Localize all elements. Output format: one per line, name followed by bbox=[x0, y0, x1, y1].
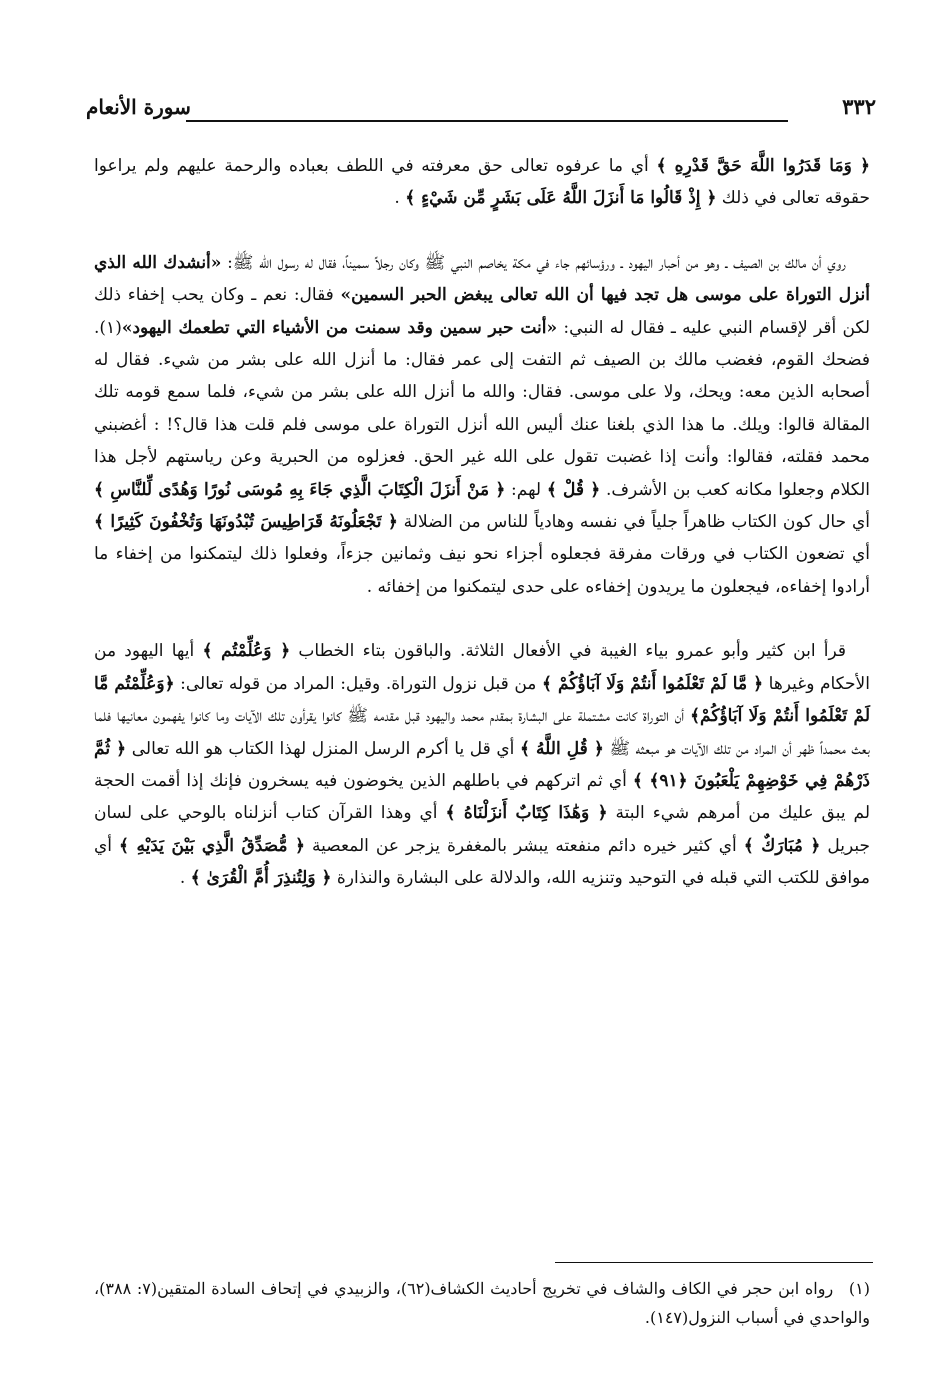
text-segment: روي أن مالك بن الصيف ـ وهو من أحبار اليهود ـ ورؤسائهم جاء في مكة يخاصم النبي ﷺ وكان رجلاً سميناً، فقال له رسول الله ﷺ: bbox=[221, 252, 847, 273]
text-segment: أيها اليهود من الأحكام وغيرها bbox=[94, 641, 870, 694]
text-segment: أي تضعون الكتاب في ورقات مفرقة فجعلوه أجزاء نحو نيف وثمانين جزءاً، وفعلوا ذلك ليتمكنوا من إخفاء ما أرادوا إخفاءه، فيجعلون ما يريدون إخفاءه على حدى ليتمكنوا من إخفائه . bbox=[94, 544, 870, 597]
quran-verse: ﴿ وَمَا قَدَرُوا اللَّهَ حَقَّ قَدْرِهِ ﴾ bbox=[656, 156, 870, 176]
page-header bbox=[86, 92, 876, 126]
text-segment: قرأ ابن كثير وأبو عمرو بياء الغيبة في الأفعال الثلاثة. والباقون بتاء الخطاب bbox=[290, 641, 847, 662]
text-segment: أي ما عرفوه تعالى حق معرفته في اللطف بعباده والرحمة عليهم ولم يراعوا حقوقه تعالى في ذلك bbox=[94, 156, 870, 209]
quran-verse: ﴿ وَعُلِّمْتُم ﴾ bbox=[202, 641, 291, 662]
hadith-quote: «أنشدك الله الذي أنزل التوراة على موسى هل تجد فيها أن الله تعالى يبغض الحبر السمين» bbox=[94, 252, 870, 306]
text-segment: . bbox=[394, 188, 406, 209]
quran-verse: ﴿ مُّصَدِّقُ الَّذِي بَيْنَ يَدَيْهِ ﴾ bbox=[119, 835, 305, 856]
quran-verse: ﴿ قُلْ ﴾ bbox=[546, 479, 601, 500]
text-segment: . bbox=[179, 868, 191, 889]
header-rule bbox=[186, 120, 788, 122]
body-text bbox=[94, 150, 870, 895]
text-segment: أي ثم اتركهم في باطلهم الذين يخوضون فيه يسخرون فإنك إذا أقمت الحجة لم يبق عليك من أمرهم شيء البتة bbox=[94, 770, 870, 824]
quran-verse: ﴿وَعُلِّمْتُم مَّا لَمْ تَعْلَمُوا أَنتُمْ وَلَا آبَاؤُكُمْ﴾ bbox=[94, 673, 871, 727]
quran-verse: ﴿ مَنْ أَنزَلَ الْكِتَابَ الَّذِي جَاءَ بِهِ مُوسَى نُورًا وَهُدًى لِّلنَّاسِ ﴾ bbox=[94, 479, 506, 500]
quran-verse: ﴿ ثُمَّ ذَرْهُمْ فِي خَوْضِهِمْ يَلْعَبُونَ ﴿٩١﴾ ﴾ bbox=[94, 738, 871, 791]
text-segment: فقال: نعم ـ وكان يحب إخفاء ذلك لكن أقر لإقسام النبي عليه ـ فقال له النبي: bbox=[94, 285, 870, 338]
text-segment: من قبل نزول التوراة. وقيل: المراد من قوله تعالى: bbox=[174, 673, 542, 694]
footnote-text: رواه ابن حجر في الكاف والشاف في تخريج أحاديث الكشاف(٦٢)، والزبيدي في إتحاف السادة المتقين(٧: ٣٨٨)، والواحدي في أسباب النزول(١٤٧). bbox=[94, 1279, 870, 1327]
footnote-number: (١) bbox=[848, 1279, 870, 1298]
paragraph-3 bbox=[94, 635, 870, 894]
text-segment: أن التوراة كانت مشتملة على البشارة بمقدم محمد واليهود قبل مقدمه ﷺ كانوا يقرأون تلك الآيات وما كانوا يفهمون معانيها فلما بعث محمداً ظهر أن المراد من تلك الآيات هو مبعثه ﷺ bbox=[94, 706, 870, 759]
text-segment: أي موافق للكتب التي قبله في التوحيد وتنزيه الله، والدلالة على البشارة والنذارة bbox=[94, 835, 870, 889]
text-segment: أي قل يا أكرم الرسل المنزل لهذا الكتاب هو الله تعالى bbox=[126, 738, 520, 759]
paragraph-1 bbox=[94, 150, 870, 215]
quran-verse: ﴿ إِذْ قَالُوا مَا أَنزَلَ اللَّهُ عَلَى بَشَرٍ مِّن شَيْءٍ ﴾ bbox=[405, 188, 717, 209]
surah-title: سورة الأنعام bbox=[86, 95, 191, 119]
hadith-quote: «أنت حبر سمين وقد سمنت من الأشياء التي تطعمك اليهود» bbox=[121, 317, 558, 338]
quran-verse: ﴿ مُبَارَكٌ ﴾ bbox=[743, 835, 821, 856]
quran-verse: ﴿ وَهَٰذَا كِتَابٌ أَنزَلْنَاهُ ﴾ bbox=[445, 803, 608, 824]
quran-verse: ﴿ وَلِتُنذِرَ أُمَّ الْقُرَىٰ ﴾ bbox=[190, 868, 332, 889]
text-segment: لهم: bbox=[505, 479, 547, 500]
quran-verse: ﴿ قُلِ اللَّهُ ﴾ bbox=[519, 738, 604, 759]
quran-verse: ﴿ تَجْعَلُونَهُ قَرَاطِيسَ تُبْدُونَهَا وَتُخْفُونَ كَثِيرًا ﴾ bbox=[94, 512, 398, 533]
page-number: ٣٣٢ bbox=[842, 94, 876, 119]
text-segment: أي حال كون الكتاب ظاهراً جلياً في نفسه وهادياً للناس من الضلالة bbox=[397, 512, 870, 533]
text-segment: أي كثير خيره دائم منفعته يبشر بالمغفرة يزجر عن المعصية bbox=[304, 835, 744, 856]
footnote bbox=[94, 1274, 870, 1332]
footnote-rule bbox=[555, 1262, 873, 1263]
text-segment: أي وهذا القرآن كتاب أنزلناه بالوحي على لسان جبريل bbox=[94, 803, 871, 856]
quran-verse: ﴿ مَّا لَمْ تَعْلَمُوا أَنتُمْ وَلَا آبَاؤُكُمْ ﴾ bbox=[541, 673, 764, 694]
text-segment: (١). فضحك القوم، فغضب مالك بن الصيف ثم التفت إلى عمر فقال: ما أنزل الله على بشر من شيء. فقال له أصحابه الذين معه: ويحك، ولا على موسى. فقال: والله ما أنزل الله على بشر من شيء، فلما سمع قومه تلك المقالة قالوا: ويلك. ما هذا الذي بلغنا عنك أليس الله أنزل التوراة على موسى فلم قلت هذا قال؟! : أغضبني محمد فقلته، فقالوا: وأنت إذا غضبت تقول على الله غير الحق. فعزلوه من الحبرية وعن رياستهم لأجل هذا الكلام وجعلوا مكانه كعب بن الأشرف. bbox=[94, 317, 871, 500]
paragraph-2 bbox=[94, 247, 870, 603]
